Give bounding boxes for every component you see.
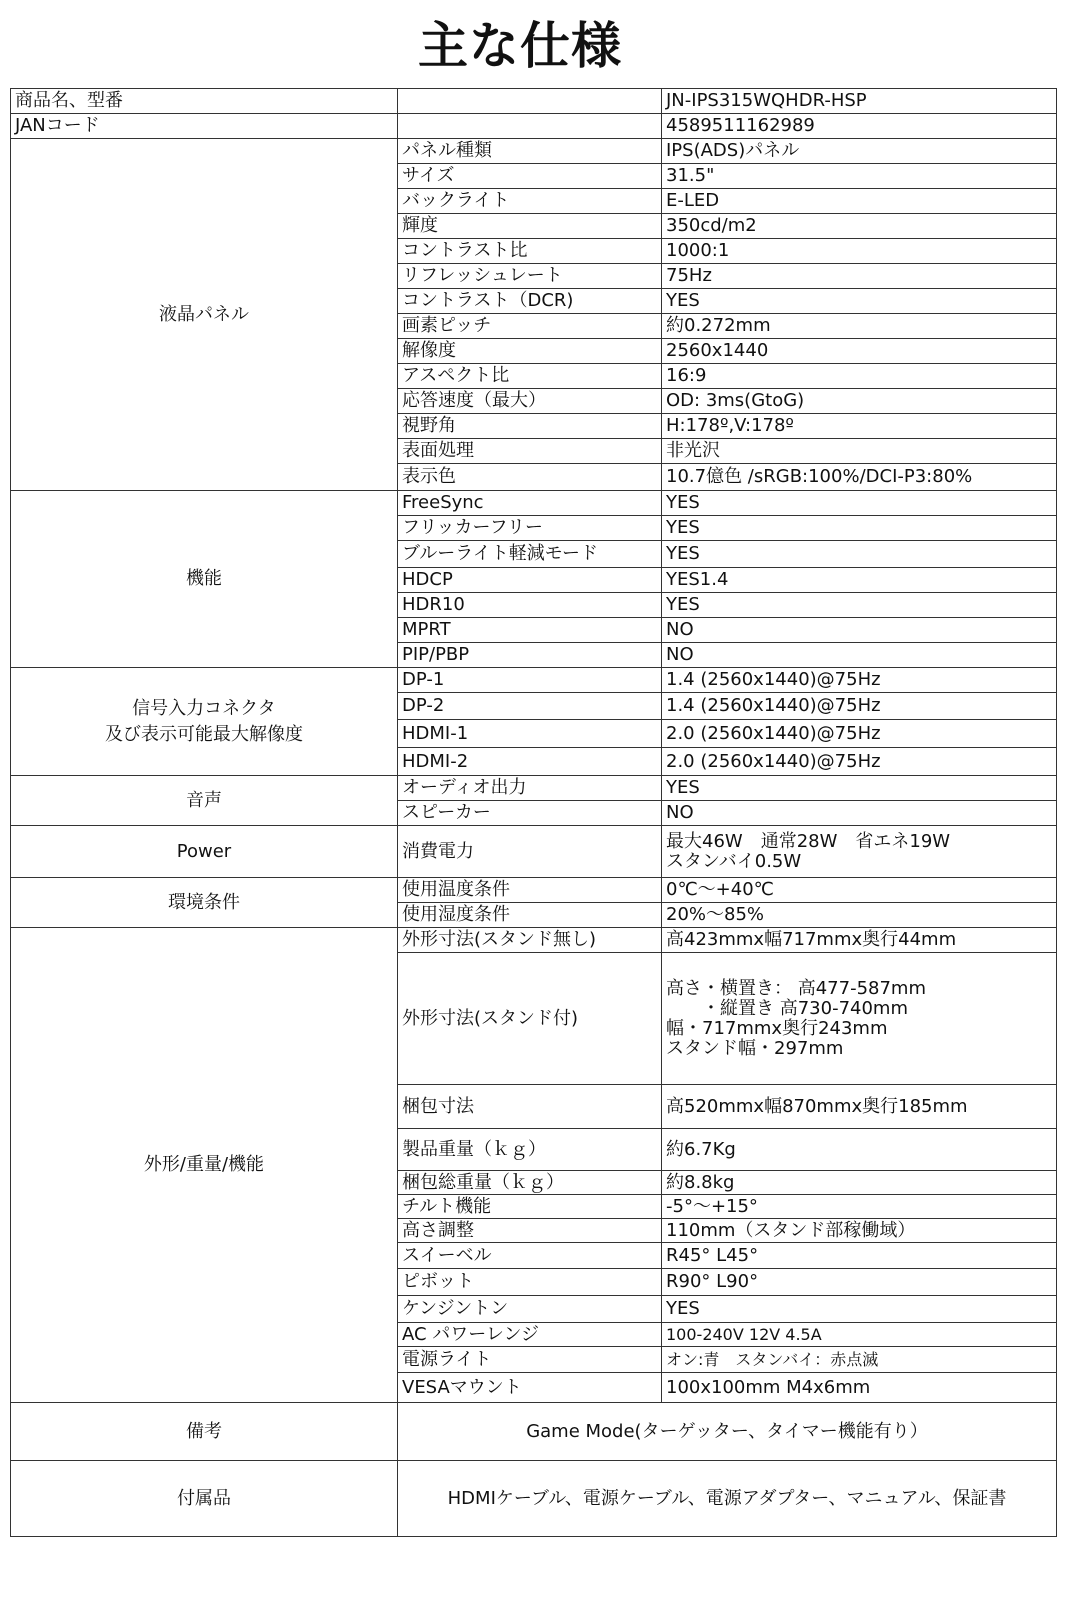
category-remarks: 備考 xyxy=(11,1403,398,1461)
row-value xyxy=(662,826,1057,878)
row-value: 1000:1 xyxy=(662,239,1057,264)
row-value: 約0.272mm xyxy=(662,314,1057,339)
power-value-line1: 最大46W 通常28W 省エネ19W xyxy=(666,830,951,852)
row-label: HDCP xyxy=(398,568,662,593)
table-row xyxy=(11,89,1057,114)
table-row xyxy=(11,928,1057,953)
stand-dims-line3: 幅・717mmx奥行243mm xyxy=(666,1017,888,1039)
row-label: スピーカー xyxy=(398,801,662,826)
row-value: 31.5" xyxy=(662,164,1057,189)
stand-dims-line4: スタンド幅・297mm xyxy=(666,1037,844,1059)
row-label: 電源ライト xyxy=(398,1347,662,1373)
row-label: 梱包寸法 xyxy=(398,1085,662,1129)
table-row xyxy=(11,776,1057,801)
row-label: MPRT xyxy=(398,618,662,643)
category-accessories: 付属品 xyxy=(11,1461,398,1537)
row-label: リフレッシュレート xyxy=(398,264,662,289)
row-label: 表面処理 xyxy=(398,439,662,464)
row-value: YES xyxy=(662,491,1057,516)
row-value: 約8.8kg xyxy=(662,1171,1057,1195)
row-label: コントラスト（DCR) xyxy=(398,289,662,314)
row-value: 約6.7Kg xyxy=(662,1129,1057,1171)
category-inputs-line1: 信号入力コネクタ xyxy=(132,697,276,719)
row-category: JANコード xyxy=(11,114,398,139)
stand-dims-line2: ・縦置き 高730-740mm xyxy=(702,997,908,1019)
row-label: 解像度 xyxy=(398,339,662,364)
row-value: 1.4 (2560x1440)@75Hz xyxy=(662,668,1057,693)
row-label: ケンジントン xyxy=(398,1296,662,1323)
row-value: 2.0 (2560x1440)@75Hz xyxy=(662,748,1057,776)
row-value: 1.4 (2560x1440)@75Hz xyxy=(662,693,1057,720)
row-label: コントラスト比 xyxy=(398,239,662,264)
row-label xyxy=(398,89,662,114)
row-value: 高423mmx幅717mmx奥行44mm xyxy=(662,928,1057,953)
row-label: 外形寸法(スタンド無し) xyxy=(398,928,662,953)
row-value: YES xyxy=(662,516,1057,541)
page-title: 主な仕様 xyxy=(418,17,622,75)
row-value: YES xyxy=(662,1296,1057,1323)
row-value: 2.0 (2560x1440)@75Hz xyxy=(662,720,1057,748)
row-label: PIP/PBP xyxy=(398,643,662,668)
row-label: スイーベル xyxy=(398,1243,662,1269)
accessories-value: HDMIケーブル、電源ケーブル、電源アダプター、マニュアル、保証書 xyxy=(398,1461,1057,1537)
table-row xyxy=(11,668,1057,693)
row-label: オーディオ出力 xyxy=(398,776,662,801)
remarks-value: Game Mode(ターゲッター、タイマー機能有り） xyxy=(398,1403,1057,1461)
category-power: Power xyxy=(11,826,398,878)
row-label: DP-2 xyxy=(398,693,662,720)
category-features: 機能 xyxy=(11,491,398,668)
row-value: 16:9 xyxy=(662,364,1057,389)
row-label: パネル種類 xyxy=(398,139,662,164)
row-value: オン:青 スタンバイ：赤点滅 xyxy=(662,1347,1057,1373)
row-value: 20%～85% xyxy=(662,903,1057,928)
row-label: バックライト xyxy=(398,189,662,214)
row-value: 0℃～+40℃ xyxy=(662,878,1057,903)
table-row xyxy=(11,491,1057,516)
table-row xyxy=(11,826,1057,878)
row-label: 画素ピッチ xyxy=(398,314,662,339)
row-label: 梱包総重量（ｋｇ） xyxy=(398,1171,662,1195)
category-environment: 環境条件 xyxy=(11,878,398,928)
row-value: 110mm（スタンド部稼働域） xyxy=(662,1219,1057,1243)
row-value: 350cd/m2 xyxy=(662,214,1057,239)
row-value: -5°～+15° xyxy=(662,1195,1057,1219)
row-label: AC パワーレンジ xyxy=(398,1323,662,1347)
row-value: 高520mmx幅870mmx奥行185mm xyxy=(662,1085,1057,1129)
category-audio: 音声 xyxy=(11,776,398,826)
row-value: 100-240V 12V 4.5A xyxy=(662,1323,1057,1347)
row-label xyxy=(398,114,662,139)
category-inputs-line2: 及び表示可能最大解像度 xyxy=(105,723,303,745)
row-value: NO xyxy=(662,643,1057,668)
stand-dims-line1: 高さ・横置き： 高477-587mm xyxy=(666,977,926,999)
category-physical: 外形/重量/機能 xyxy=(11,928,398,1403)
row-label: サイズ xyxy=(398,164,662,189)
row-value xyxy=(662,953,1057,1085)
row-label: 視野角 xyxy=(398,414,662,439)
row-label: チルト機能 xyxy=(398,1195,662,1219)
row-label: アスペクト比 xyxy=(398,364,662,389)
row-value: R45° L45° xyxy=(662,1243,1057,1269)
row-value: IPS(ADS)パネル xyxy=(662,139,1057,164)
row-label: 高さ調整 xyxy=(398,1219,662,1243)
row-label: FreeSync xyxy=(398,491,662,516)
row-label: ブルーライト軽減モード xyxy=(398,541,662,568)
table-row xyxy=(11,139,1057,164)
table-row xyxy=(11,1403,1057,1461)
row-label: DP-1 xyxy=(398,668,662,693)
row-label: HDR10 xyxy=(398,593,662,618)
row-value: 非光沢 xyxy=(662,439,1057,464)
row-category: 商品名、型番 xyxy=(11,89,398,114)
row-label: フリッカーフリー xyxy=(398,516,662,541)
row-value: JN-IPS315WQHDR-HSP xyxy=(662,89,1057,114)
row-value: 2560x1440 xyxy=(662,339,1057,364)
category-inputs xyxy=(11,668,398,776)
row-label: VESAマウント xyxy=(398,1373,662,1403)
row-label: HDMI-2 xyxy=(398,748,662,776)
row-value: H:178º,V:178º xyxy=(662,414,1057,439)
row-value: OD: 3ms(GtoG) xyxy=(662,389,1057,414)
row-label: 外形寸法(スタンド付) xyxy=(398,953,662,1085)
row-label: 消費電力 xyxy=(398,826,662,878)
row-value: 75Hz xyxy=(662,264,1057,289)
row-label: 表示色 xyxy=(398,464,662,491)
row-label: 使用湿度条件 xyxy=(398,903,662,928)
row-value: YES xyxy=(662,776,1057,801)
category-panel: 液晶パネル xyxy=(11,139,398,491)
power-value-line2: スタンバイ0.5W xyxy=(666,850,802,872)
row-value: YES xyxy=(662,593,1057,618)
row-value: NO xyxy=(662,801,1057,826)
row-value: YES xyxy=(662,289,1057,314)
spec-table xyxy=(10,88,1057,1537)
row-value: 4589511162989 xyxy=(662,114,1057,139)
row-value: YES xyxy=(662,541,1057,568)
row-label: HDMI-1 xyxy=(398,720,662,748)
table-row xyxy=(11,878,1057,903)
table-row xyxy=(11,1461,1057,1537)
row-value: R90° L90° xyxy=(662,1269,1057,1296)
row-label: 応答速度（最大） xyxy=(398,389,662,414)
row-value: 10.7億色 /sRGB:100%/DCI-P3:80% xyxy=(662,464,1057,491)
row-value: NO xyxy=(662,618,1057,643)
row-value: E-LED xyxy=(662,189,1057,214)
table-row xyxy=(11,114,1057,139)
row-value: 100x100mm M4x6mm xyxy=(662,1373,1057,1403)
row-label: 輝度 xyxy=(398,214,662,239)
row-label: ピボット xyxy=(398,1269,662,1296)
row-label: 使用温度条件 xyxy=(398,878,662,903)
row-label: 製品重量（ｋｇ） xyxy=(398,1129,662,1171)
row-value: YES1.4 xyxy=(662,568,1057,593)
